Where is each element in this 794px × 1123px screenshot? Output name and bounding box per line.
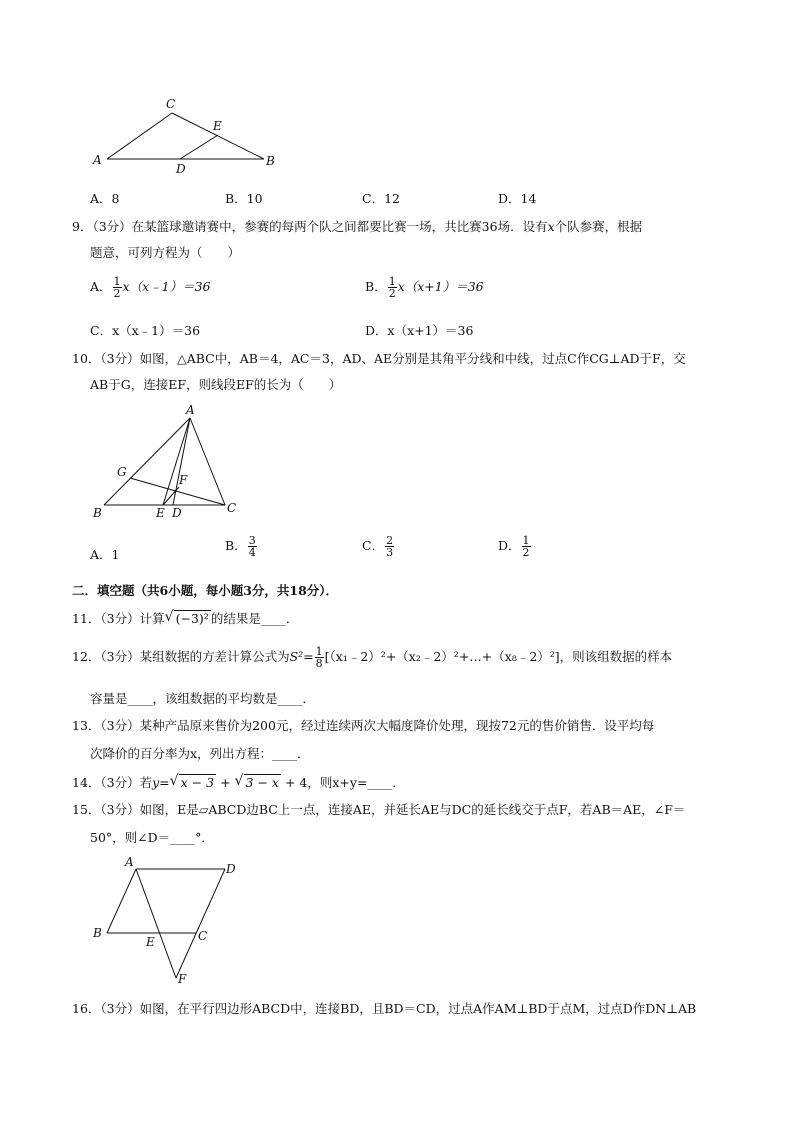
q9-option-c[interactable]: C．x（x﹣1）＝36 (90, 323, 201, 338)
fraction-one-eighth: $\frac{1}{8}$ (315, 645, 323, 670)
q12-stem-line1: 12．（3分）某组数据的方差计算公式为S²= $\frac{1}{8}$ [（x₁﹣2）²+（x₂﹣2）²+…+（x₈﹣2）²]，则该组数据的样本 (72, 645, 673, 670)
sqrt-x-minus-3: √ x − 3 (170, 775, 216, 790)
fraction-one-half: $\frac{1}{2}$ (388, 275, 396, 300)
q10-option-a[interactable]: A．1 (90, 547, 120, 562)
label-b: B (266, 154, 275, 168)
label-c: C (166, 97, 176, 111)
label-e: E (146, 935, 155, 949)
q10-option-b[interactable]: B． $\frac{3}{4}$ (225, 534, 256, 559)
q10-option-d[interactable]: D． $\frac{1}{2}$ (498, 534, 530, 559)
q8-option-c[interactable]: C．12 (362, 191, 400, 206)
q14-stem: 14．（3分）若y=√ x − 3 + √ 3 − x + 4，则x+y=____． (72, 773, 405, 791)
q8-option-a[interactable]: A．8 (90, 191, 120, 206)
label-a: A (125, 855, 134, 869)
section-fill-in-heading: 二．填空题（共6小题，每小题3分，共18分）． (72, 583, 339, 598)
q13-stem-line1: 13．（3分）某种产品原来售价为200元，经过连续两次大幅度降价处理，现按72元的售价销售．设平均每 (72, 718, 655, 733)
q10-option-c[interactable]: C． $\frac{2}{3}$ (362, 534, 394, 559)
label-d: D (176, 162, 186, 176)
sqrt-expression: √ (−3)² (165, 611, 211, 626)
label-e: E (213, 119, 222, 133)
q8-option-d[interactable]: D．14 (498, 191, 537, 206)
fraction-three-quarters: $\frac{3}{4}$ (248, 534, 256, 559)
label-a: A (186, 403, 195, 417)
segment-df (176, 869, 225, 978)
parallelogram-lines (107, 869, 225, 978)
label-c: C (198, 929, 208, 943)
q9-option-a[interactable]: A． $\frac{1}{2}$ x（x﹣1）＝36 (90, 275, 211, 300)
q10-stem-line1: 10．（3分）如图，△ABC中，AB＝4，AC＝3，AD、AE分别是其角平分线和中线，过点C作CG⊥AD于F，交 (72, 351, 686, 366)
q12-stem-line2: 容量是____，该组数据的平均数是____． (90, 691, 316, 706)
segment-ab (107, 869, 136, 933)
segment-af (136, 869, 176, 978)
label-c: C (227, 501, 237, 515)
q13-stem-line2: 次降价的百分率为x，列出方程：____． (90, 746, 310, 761)
label-e: E (156, 506, 165, 520)
label-a: A (93, 153, 102, 167)
label-f: F (179, 473, 188, 487)
q15-stem-line2: 50°，则∠D＝____°． (90, 830, 214, 845)
label-b: B (93, 506, 102, 520)
fraction-one-half: $\frac{1}{2}$ (113, 275, 121, 300)
q10-stem-line2: AB于G，连接EF，则线段EF的长为（ ） (90, 377, 342, 392)
q11-stem: 11．（3分）计算√ (−3)² 的结果是____． (72, 609, 298, 627)
label-f: F (178, 972, 187, 986)
q16-stem-line1: 16．（3分）如图，在平行四边形ABCD中，连接BD，且BD＝CD，过点A作AM⊥BD于点M，过点D作DN⊥AB (72, 1001, 697, 1016)
fraction-one-half: $\frac{1}{2}$ (522, 534, 530, 559)
label-d: D (172, 506, 182, 520)
q15-stem-line1: 15．（3分）如图，E是▱ABCD边BC上一点，连接AE，并延长AE与DC的延长线交于点F，若AB＝AE，∠F＝ (72, 802, 686, 817)
fraction-two-thirds: $\frac{2}{3}$ (386, 534, 394, 559)
q9-option-d[interactable]: D．x（x+1）＝36 (365, 323, 474, 338)
q8-option-b[interactable]: B．10 (225, 191, 263, 206)
sqrt-3-minus-x: √ 3 − x (235, 775, 281, 790)
label-g: G (117, 465, 127, 479)
q9-option-b[interactable]: B． $\frac{1}{2}$ x（x+1）＝36 (365, 275, 484, 300)
label-b: B (93, 926, 102, 940)
q9-stem-line1: 9．（3分）在某篮球邀请赛中，参赛的每两个队之间都要比赛一场，共比赛36场．设有x个队参赛，根据 (72, 219, 643, 234)
label-d: D (226, 862, 236, 876)
q9-stem-line2: 题意，可列方程为（ ） (90, 245, 241, 260)
